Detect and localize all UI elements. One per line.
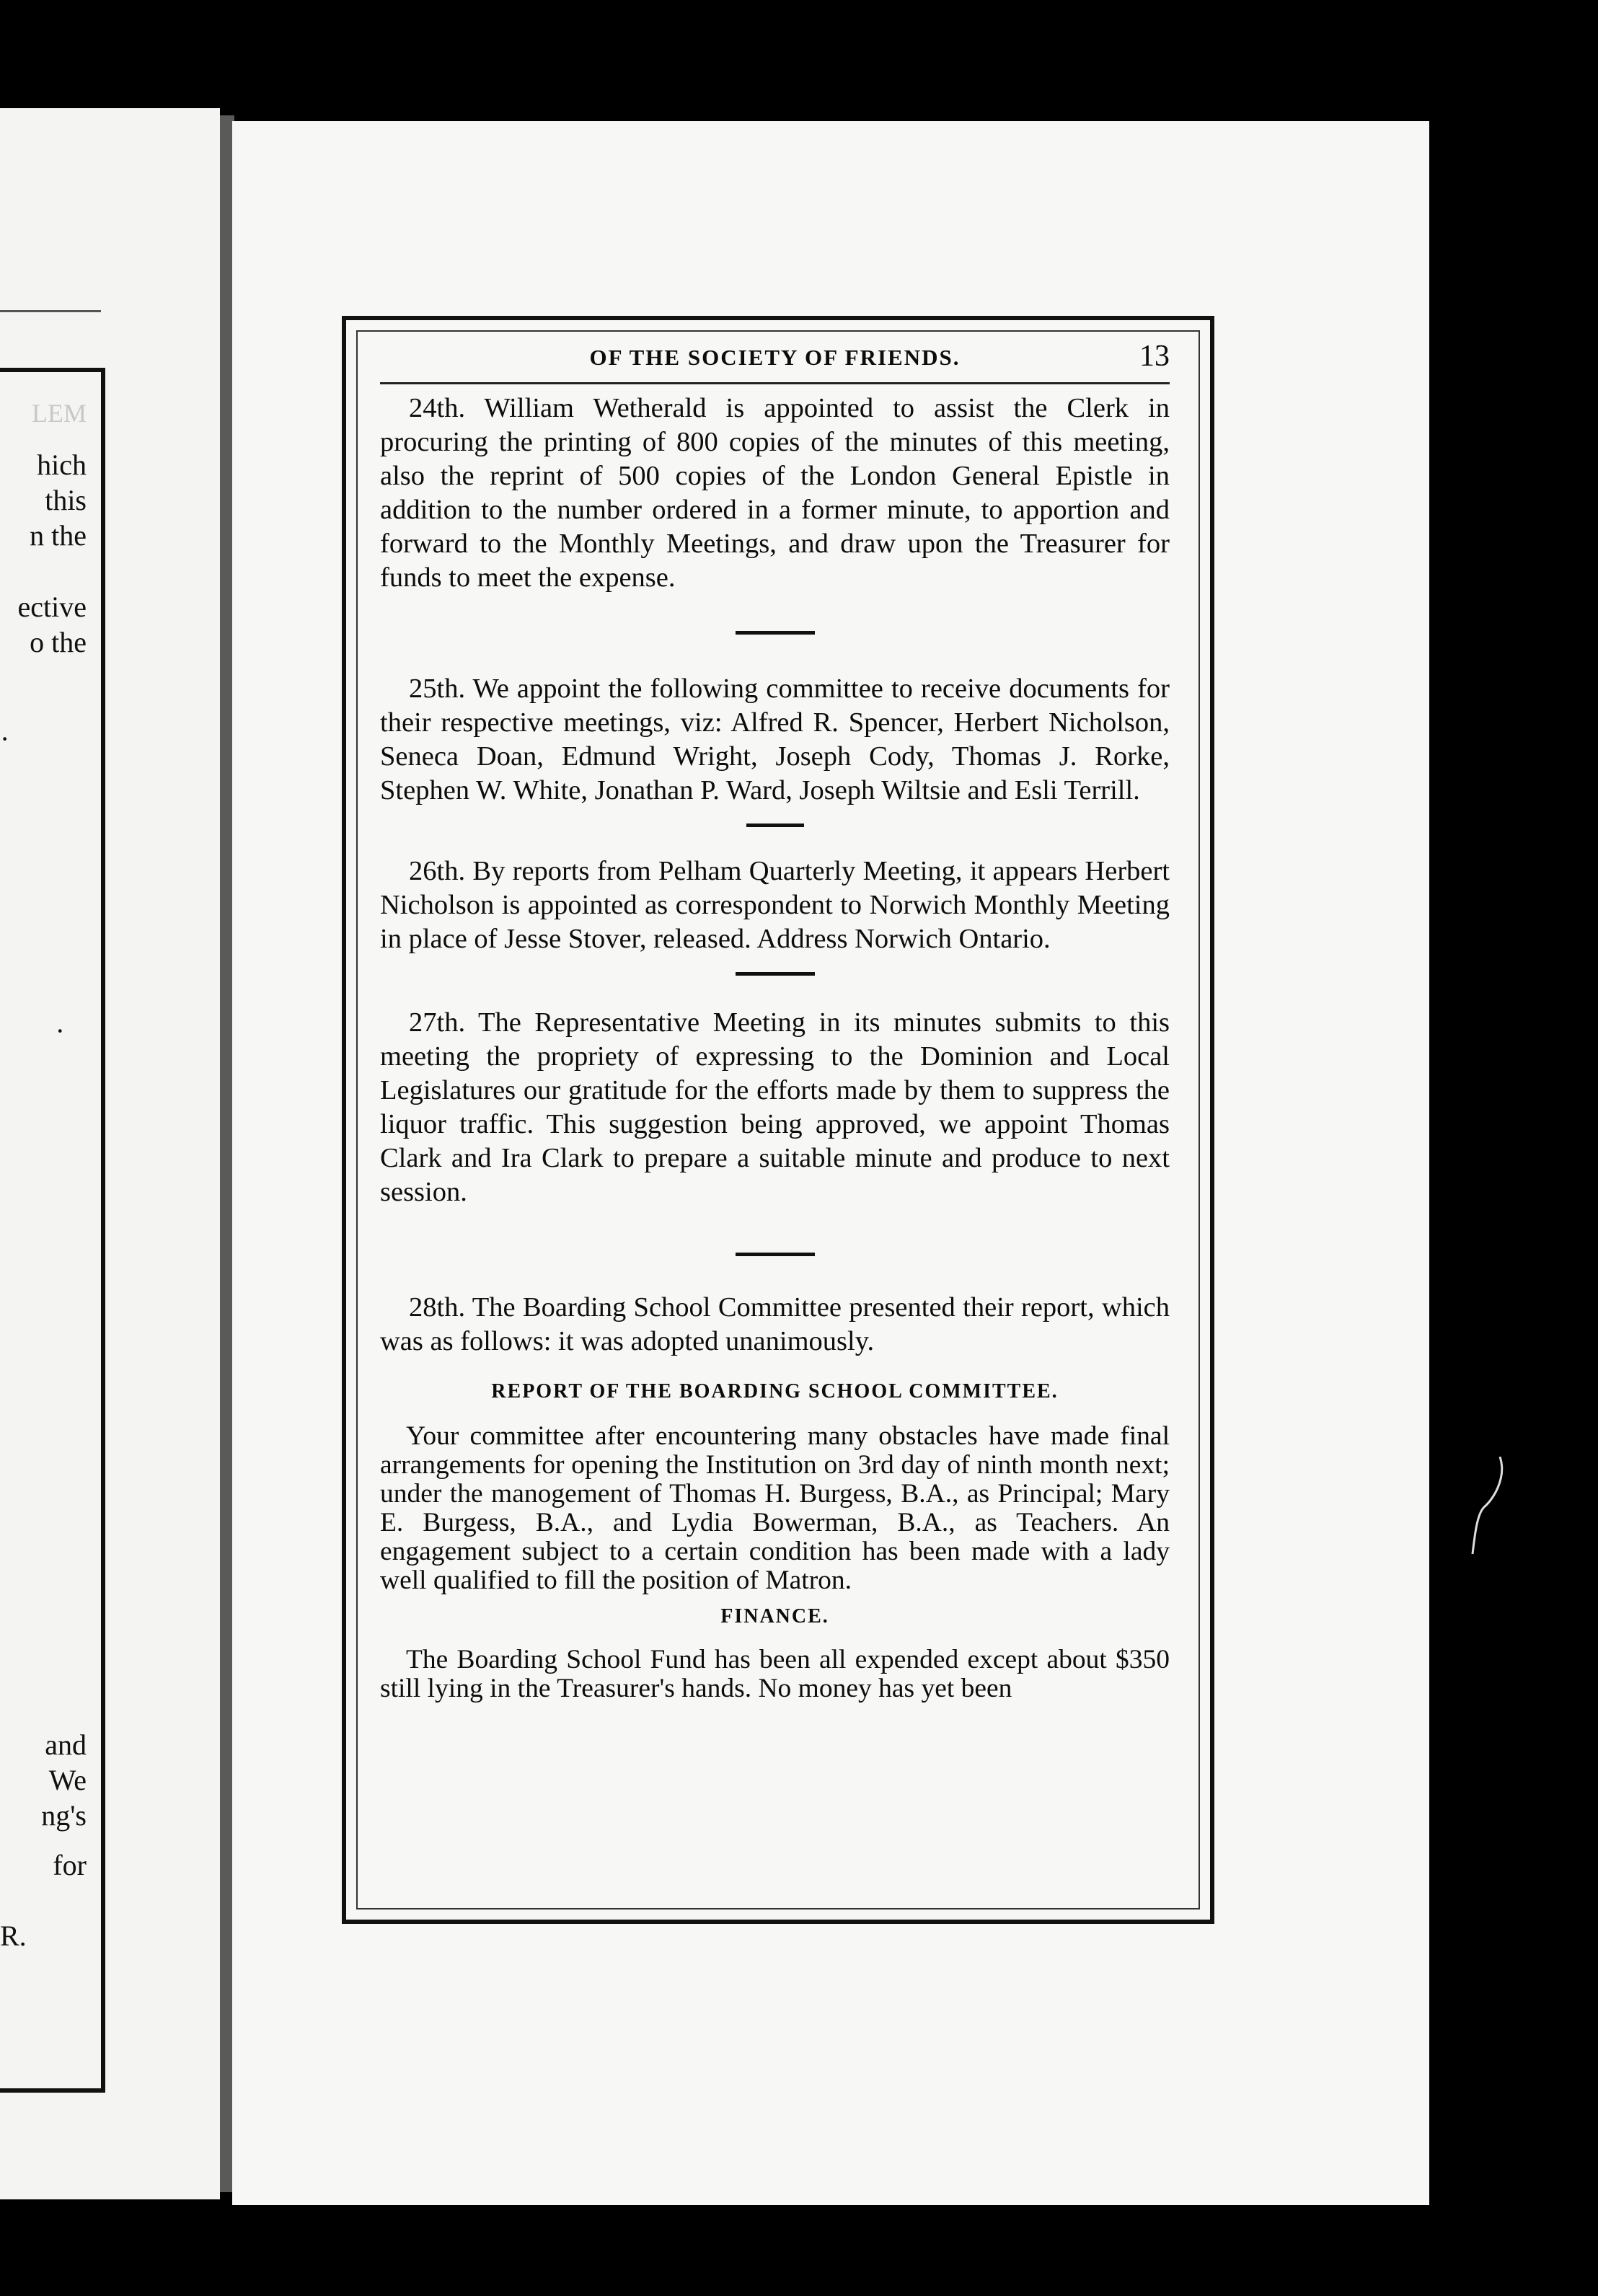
minute-text: By reports from Pelham Quarterly Meeting, it appears Herbert Nicholson is appointed as correspondent to Norwich Monthly Meeting in place of Jesse Stover, released. Address Norwich Ontario.	[380, 856, 1170, 954]
section-separator	[736, 1253, 815, 1256]
left-page-line: n the	[30, 519, 87, 552]
left-page-line: and	[45, 1728, 87, 1761]
report-heading: REPORT OF THE BOARDING SCHOOL COMMITTEE.	[491, 1380, 1059, 1403]
minute-entry-24	[380, 392, 1170, 595]
left-page-line: this	[45, 484, 87, 516]
left-page-mark: ·	[55, 1015, 65, 1047]
left-page-line: ng's	[41, 1799, 87, 1832]
minute-text: We appoint the following committee to receive documents for their respective meetings, viz: Alfred R. Spencer, Herbert Nicholson, Seneca Doan, Edmund Wright, Joseph Cody, Thomas J. Rorke, Stephen W. White, Jonathan P. Ward, Joseph Wiltsie and Esli Terrill.	[380, 674, 1170, 805]
running-head-title: OF THE SOCIETY OF FRIENDS.	[589, 345, 961, 370]
minute-number: 25th.	[409, 674, 466, 704]
page-number: 13	[1139, 340, 1170, 373]
left-page-faint-text: LEM	[32, 399, 87, 428]
minute-entry-25	[380, 672, 1170, 808]
page-content	[380, 339, 1170, 1703]
section-separator	[736, 631, 815, 635]
minute-text: William Wetherald is appointed to assist the Clerk in procuring the printing of 800 copies of the minutes of this meeting, also the reprint of 500 copies of the London General Epistle in addition to the number ordered in a former minute, to apportion and forward to the Monthly Meetings, and draw upon the Treasurer for funds to meet the expense.	[380, 393, 1170, 593]
left-page-rule	[0, 310, 101, 312]
minute-number: 27th.	[409, 1007, 466, 1038]
minute-entry-27	[380, 1006, 1170, 1209]
left-page-fragment	[0, 108, 220, 2199]
left-page-mark: ·	[0, 723, 10, 755]
margin-pencil-mark	[1471, 1457, 1507, 1558]
section-separator	[736, 972, 815, 976]
finance-heading: FINANCE.	[720, 1605, 829, 1628]
left-page-line: We	[48, 1764, 87, 1796]
left-page-line: R.	[0, 1920, 27, 1952]
report-body: Your committee after encountering many obstacles have made final arrangements for opening the Institution on 3rd day of ninth month next; under the manogement of Thomas H. Burgess, B.A., as Principal; Mary E. Burgess, B.A., and Lydia Bowerman, B.A., as Teachers. An engagement subject to a certain condition has been made with a lady well qualified to fill the position of Matron.	[380, 1421, 1170, 1595]
left-page-line: ective	[17, 591, 87, 623]
minute-number: 24th.	[409, 393, 466, 423]
finance-body: The Boarding School Fund has been all expended except about $350 still lying in the Treasurer's hands. No money has yet been	[380, 1645, 1170, 1703]
section-separator	[746, 824, 804, 827]
left-page-line: hich	[37, 449, 87, 481]
minute-number: 28th.	[409, 1292, 466, 1323]
minute-entry-26	[380, 855, 1170, 956]
left-page-line: for	[53, 1849, 87, 1881]
minute-number: 26th.	[409, 856, 466, 886]
minute-entry-28	[380, 1291, 1170, 1359]
minute-text: The Representative Meeting in its minutes submits to this meeting the propriety of expressing to the Dominion and Local Legislatures our gratitude for the efforts made by them to suppress the liquor traffic. This suggestion being approved, we appoint Thomas Clark and Ira Clark to prepare a suitable minute and produce to next session.	[380, 1007, 1170, 1207]
left-page-line: o the	[30, 626, 87, 658]
running-head	[380, 339, 1170, 384]
minute-text: The Boarding School Committee presented their report, which was as follows: it was adopted unanimously.	[380, 1292, 1170, 1356]
